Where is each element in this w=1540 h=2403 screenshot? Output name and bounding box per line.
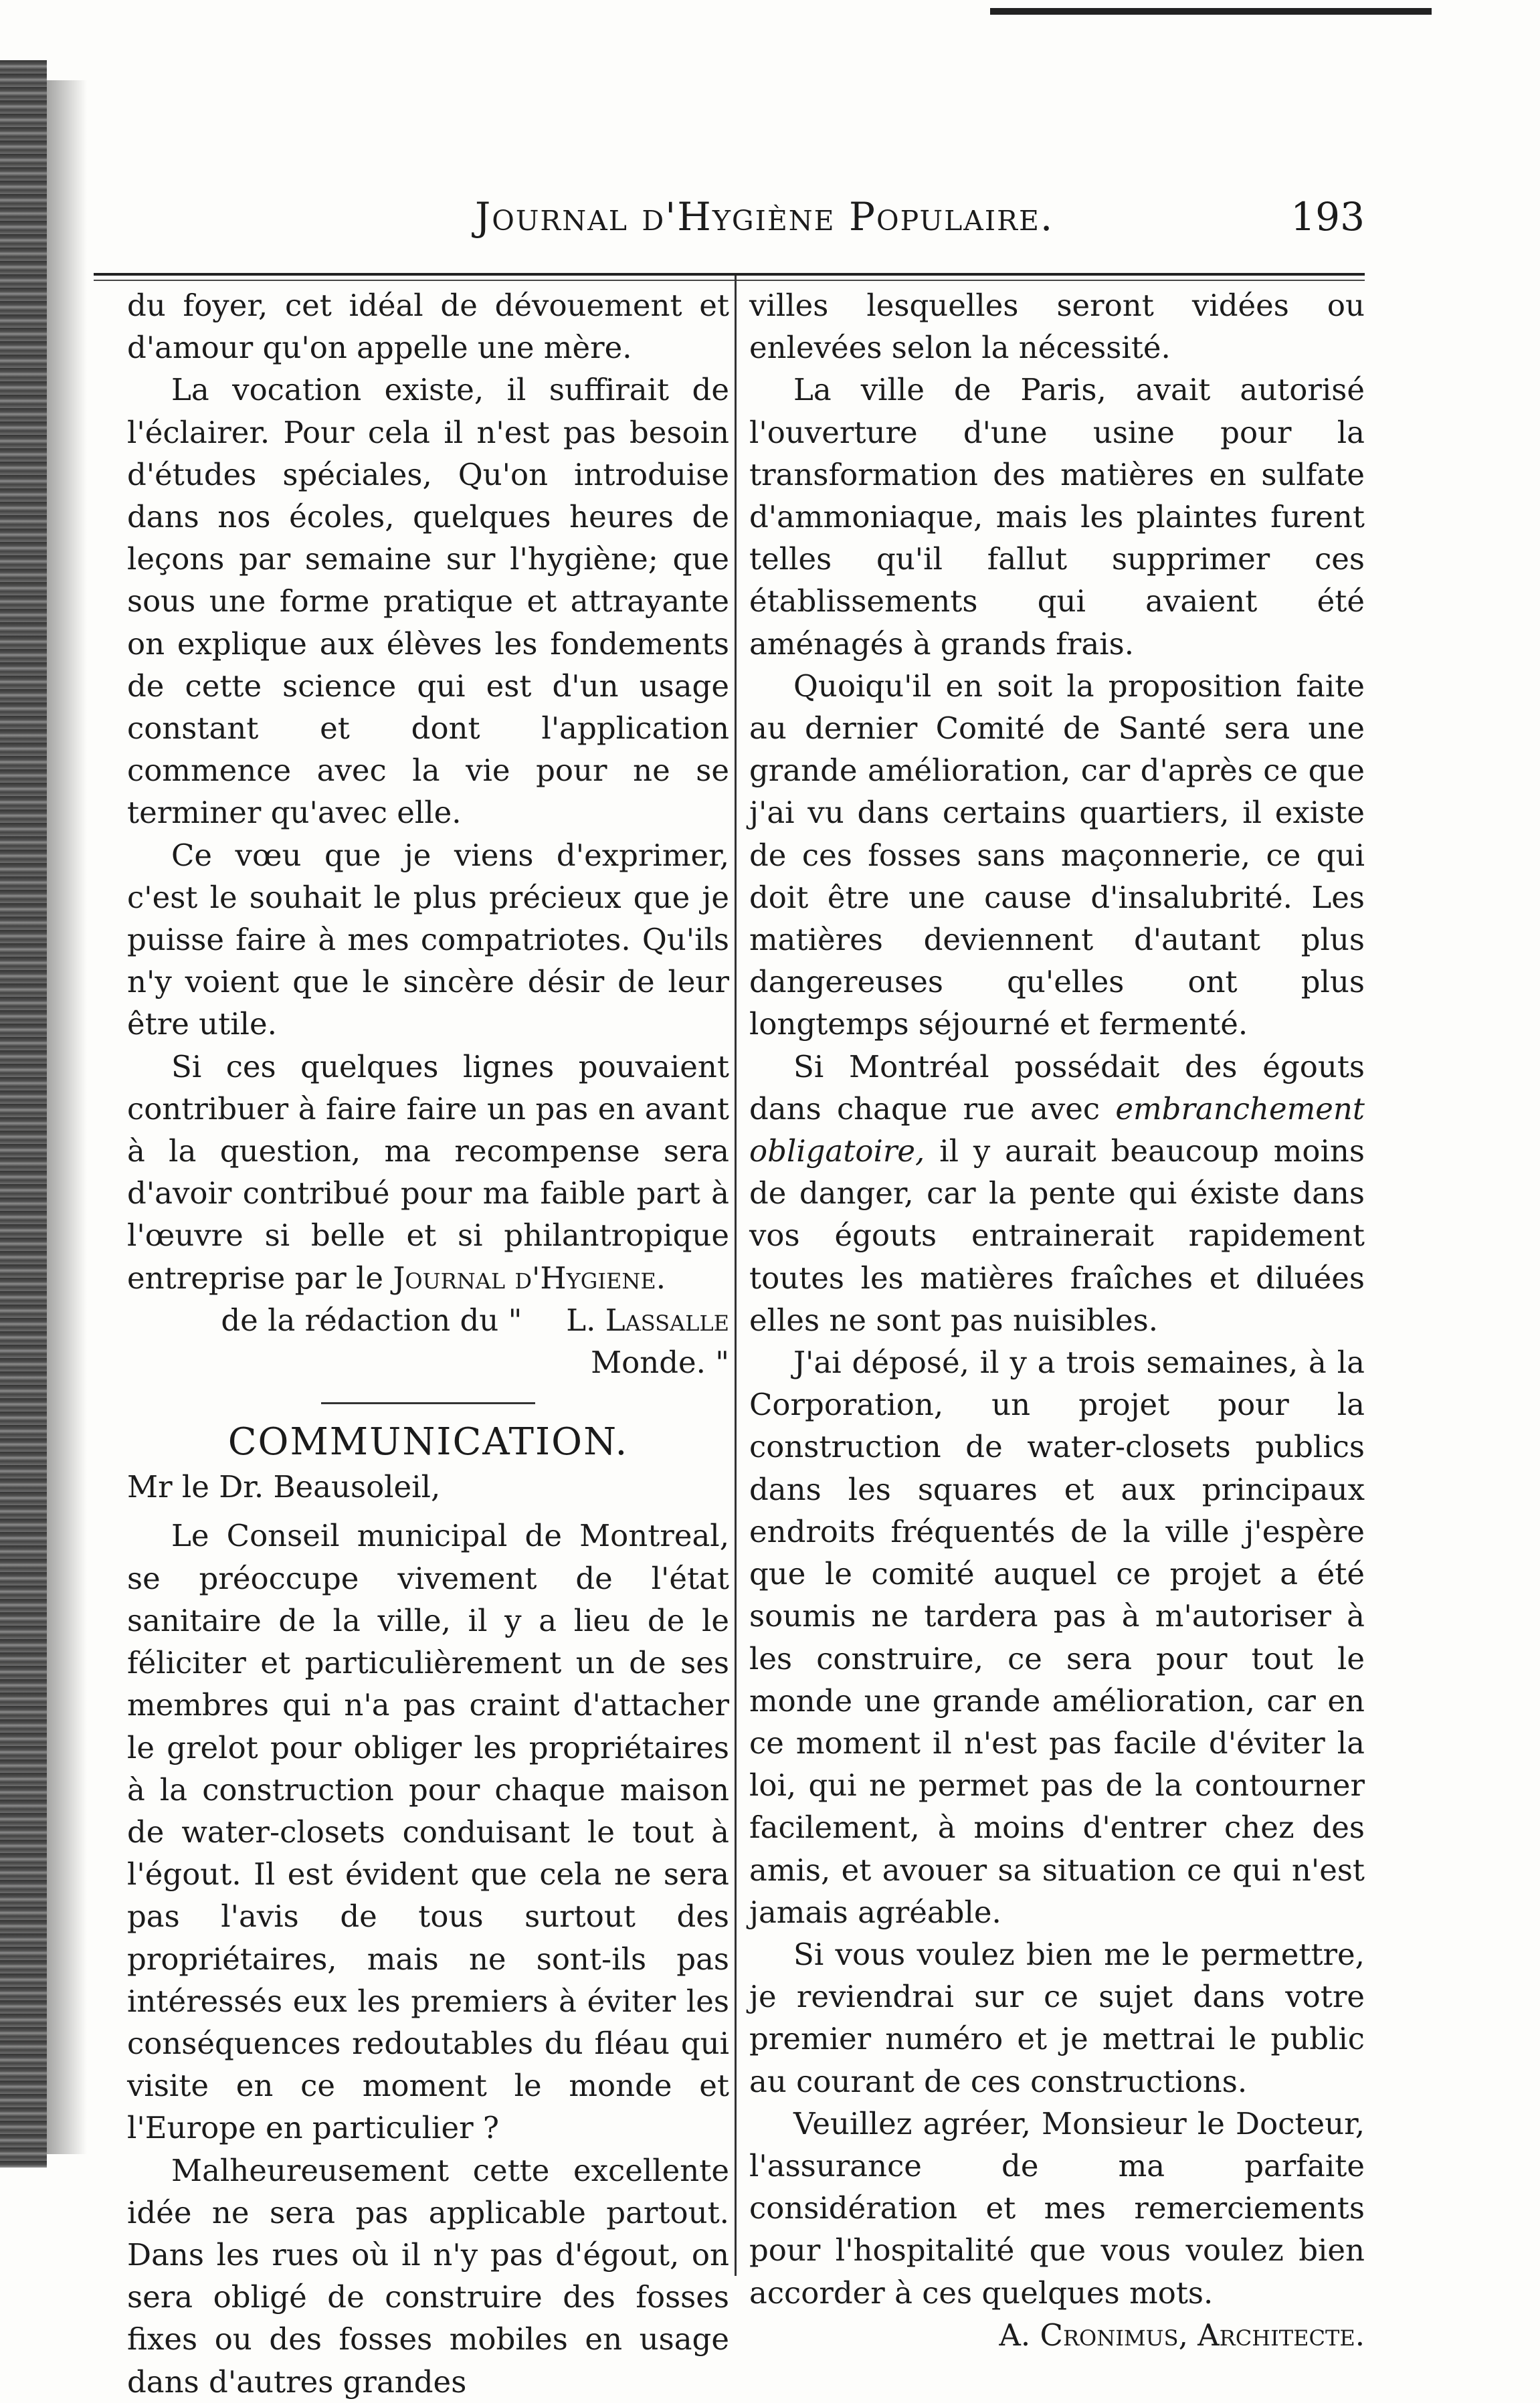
paragraph-text: il y aurait beaucoup moins de danger, car la pente qui éxiste dans vos égouts entrainerait rapidement toutes les matières fraîches et diluées elles ne sont pas nuisibles.: [749, 1133, 1365, 1338]
paragraph: J'ai déposé, il y a trois semaines, à la Corporation, un projet pour la construction de water-closets publics dans les squares et aux principaux endroits fréquentés de la ville j'espère que le comité auquel ce projet a été soumis ne tardera pas à m'autoriser à les construire, ce sera pour tout le monde une grande amélioration, car en ce moment il n'est pas facile d'éviter la loi, qui ne permet pas de la contourner facilement, à moins d'entrer chez des amis, et avouer sa situation ce qui n'est jamais agréable.: [749, 1345, 1365, 1930]
paragraph-text: Si ces quelques lignes pouvaient contribuer à faire faire un pas en avant à la question, ma recompense sera d'avoir contribué pour ma faible part à l'œuvre si belle et si philantropique entreprise par le: [127, 1048, 729, 1296]
journal-name: Journal d'Hygiene.: [393, 1260, 666, 1296]
right-column: [749, 284, 1365, 2356]
section-title: COMMUNICATION.: [227, 1420, 629, 1464]
page-header: [227, 194, 1365, 254]
header-rule-thin: [94, 280, 1365, 281]
paragraph: La vocation existe, il suffirait de l'éclairer. Pour cela il n'est pas besoin d'études spéciales, Qu'on introduise dans nos écoles, quelques heures de leçons par semaine sur l'hygiène; que sous une forme pratique et attrayante on explique aux élèves les fondements de cette science qui est d'un usage constant et dont l'application commence avec la vie pour ne se terminer qu'avec elle.: [127, 372, 729, 831]
left-column: [127, 284, 729, 2403]
page-number: 193: [1290, 194, 1365, 239]
paragraph: La ville de Paris, avait autorisé l'ouverture d'une usine pour la transformation des matières en sulfate d'ammoniaque, mais les plaintes furent telles qu'il fallut supprimer ces établissements qui avaient été aménagés à grands frais.: [749, 372, 1365, 662]
scan-binding-edge: [0, 60, 47, 2168]
scan-top-mark: [990, 8, 1432, 15]
paragraph: villes lesquelles seront vidées ou enlevées selon la nécessité.: [749, 288, 1365, 366]
salutation: Mr le Dr. Beausoleil,: [127, 1469, 441, 1505]
paragraph: Quoiqu'il en soit la proposition faite au dernier Comité de Santé sera une grande amélioration, car d'après ce que j'ai vu dans certains quartiers, il existe de ces fosses sans maçonnerie, ce qui doit être une cause d'insalubrité. Les matières deviennent d'autant plus dangereuses qu'elles ont plus longtemps séjourné et fermenté.: [749, 668, 1365, 1042]
header-rule: [94, 273, 1365, 276]
paragraph-text: Si Montréal possédait des égouts dans chaque rue avec: [749, 1048, 1365, 1127]
paragraph: Le Conseil municipal de Montreal, se préoccupe vivement de l'état sanitaire de la ville, il y a lieu de le féliciter et particulièrement un de ses membres qui n'a pas craint d'attacher le grelot pour obliger les propriétaires à la construction pour chaque maison de water-closets conduisant le tout à l'égout. Il est évident que cela ne sera pas l'avis de tous surtout des propriétaires, mais ne sont-ils pas intéressés eux les premiers à éviter les conséquences redoutables du fléau qui visite en ce moment le monde et l'Europe en particulier ?: [127, 1518, 729, 2146]
paragraph: Veuillez agréer, Monsieur le Docteur, l'assurance de ma parfaite considération et mes remerciements pour l'hospitalité que vous voulez bien accorder à ces quelques mots.: [749, 2105, 1365, 2311]
paragraph: [749, 1046, 1365, 1341]
column-divider: [735, 276, 737, 2276]
paragraph: Malheureusement cette excellente idée ne sera pas applicable partout. Dans les rues où il n'y pas d'égout, on sera obligé de construire des fosses fixes ou des fosses mobiles en usage dans d'autres grandes: [127, 2152, 729, 2400]
author-name: L. Lassalle: [566, 1302, 729, 1338]
paragraph: Ce vœu que je viens d'exprimer, c'est le souhait le plus précieux que je puisse faire à mes compatriotes. Qu'ils n'y voient que le sincère désir de leur être utile.: [127, 837, 729, 1042]
italic-phrase: embranchement obligatoire,: [749, 1090, 1365, 1169]
signature: A. Cronimus, Architecte.: [999, 2317, 1365, 2353]
scan-shadow: [47, 80, 87, 2154]
paragraph: du foyer, cet idéal de dévouement et d'amour qu'on appelle une mère.: [127, 288, 729, 366]
paragraph: Si vous voulez bien me le permettre, je reviendrai sur ce sujet dans votre premier numéro et je mettrai le public au courant de ces constructions.: [749, 1936, 1365, 2099]
paragraph: [127, 1046, 729, 1338]
author-affiliation: de la rédaction du " Monde. ": [221, 1302, 729, 1381]
running-title: Journal d'Hygiène Populaire.: [475, 194, 1054, 239]
section-divider: [321, 1402, 535, 1404]
